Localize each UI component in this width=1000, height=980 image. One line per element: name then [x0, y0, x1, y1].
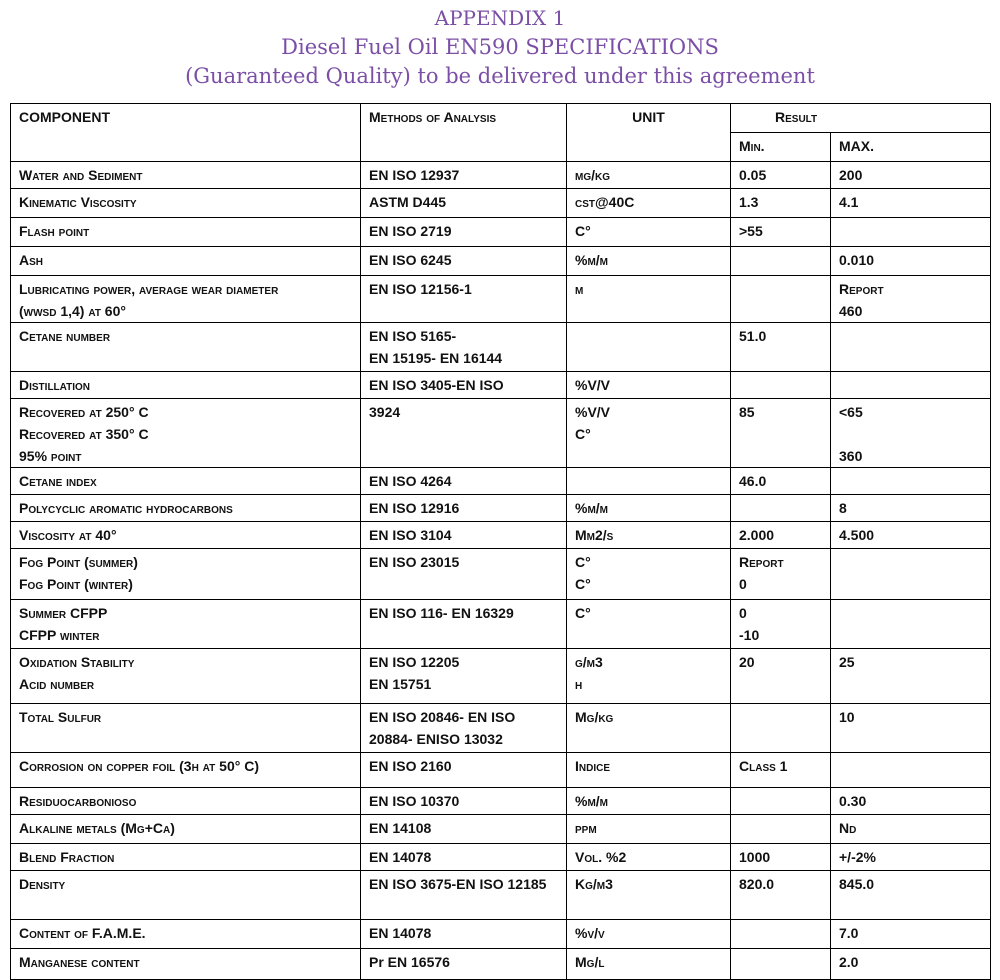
cell-method	[361, 323, 567, 372]
cell-text: EN 14078	[369, 925, 432, 941]
cell-text: Total Sulfur	[19, 709, 102, 725]
cell-text: (wwsd 1,4) at 60°	[19, 303, 126, 319]
table-row	[11, 399, 991, 468]
cell-component	[11, 649, 361, 704]
table-row	[11, 189, 991, 218]
cell-text: EN ISO 5165-	[369, 328, 457, 344]
cell-text	[739, 922, 822, 944]
cell-max	[831, 844, 991, 871]
cell-text	[739, 706, 822, 728]
table-row	[11, 495, 991, 522]
cell-text: 20	[739, 654, 755, 670]
cell-component	[11, 276, 361, 323]
cell-text: %m/m	[575, 252, 608, 268]
cell-text: 0.010	[839, 252, 875, 268]
table-row	[11, 753, 991, 788]
cell-text: Report	[839, 281, 884, 297]
table-row	[11, 323, 991, 372]
cell-text	[739, 817, 822, 839]
cell-text: C°	[575, 426, 591, 442]
cell-min	[731, 218, 831, 247]
cell-text	[575, 470, 722, 492]
cell-max	[831, 815, 991, 844]
cell-unit	[567, 649, 731, 704]
cell-component	[11, 468, 361, 495]
cell-text: EN 14078	[369, 849, 432, 865]
cell-component	[11, 495, 361, 522]
cell-text: Acid number	[19, 676, 95, 692]
cell-text: EN ISO 12937	[369, 167, 460, 183]
cell-text: ASTM D445	[369, 194, 447, 210]
cell-unit	[567, 218, 731, 247]
cell-text	[739, 278, 822, 300]
cell-text: EN ISO 12916	[369, 500, 460, 516]
cell-text	[739, 374, 822, 396]
cell-text: EN ISO 12205	[369, 654, 460, 670]
cell-text: <65	[839, 404, 863, 420]
table-header-row	[11, 104, 991, 133]
cell-min	[731, 495, 831, 522]
cell-text: 845.0	[839, 876, 875, 892]
cell-min	[731, 920, 831, 949]
cell-unit	[567, 495, 731, 522]
cell-text: %V/V	[575, 377, 611, 393]
cell-component	[11, 844, 361, 871]
cell-unit	[567, 704, 731, 753]
table-row	[11, 815, 991, 844]
cell-method	[361, 162, 567, 189]
cell-method	[361, 844, 567, 871]
cell-method	[361, 649, 567, 704]
header-methods: Methods of Analysis	[361, 104, 567, 162]
cell-text	[839, 755, 982, 777]
cell-min	[731, 753, 831, 788]
cell-text	[739, 951, 822, 973]
cell-text: Nd	[839, 820, 857, 836]
cell-method	[361, 247, 567, 276]
table-row	[11, 600, 991, 649]
cell-text: Viscosity at 40°	[19, 527, 117, 543]
cell-component	[11, 788, 361, 815]
cell-method	[361, 753, 567, 788]
cell-max	[831, 788, 991, 815]
cell-unit	[567, 522, 731, 549]
specification-table	[10, 103, 991, 980]
cell-text: Content of F.A.M.E.	[19, 925, 146, 941]
cell-text: EN 15751	[369, 676, 432, 692]
cell-max	[831, 468, 991, 495]
cell-text: 4.1	[839, 194, 859, 210]
cell-text: Polycyclic aromatic hydrocarbons	[19, 500, 233, 516]
cell-text: Alkaline metals (Mg+Ca)	[19, 820, 175, 836]
cell-text: %m/m	[575, 793, 608, 809]
cell-text: Fog Point (summer)	[19, 554, 138, 570]
cell-min	[731, 649, 831, 704]
cell-text: Report	[739, 554, 784, 570]
cell-max	[831, 949, 991, 980]
cell-text	[839, 220, 982, 242]
cell-unit	[567, 788, 731, 815]
cell-text: Vol. %2	[575, 849, 627, 865]
cell-max	[831, 549, 991, 600]
cell-component	[11, 372, 361, 399]
cell-text: +/-2%	[839, 849, 876, 865]
cell-method	[361, 815, 567, 844]
cell-unit	[567, 753, 731, 788]
cell-text: %V/V	[575, 404, 611, 420]
cell-text	[839, 602, 982, 624]
cell-unit	[567, 600, 731, 649]
cell-text: Density	[19, 876, 66, 892]
cell-text: EN 14108	[369, 820, 432, 836]
cell-min	[731, 815, 831, 844]
cell-text: Ash	[19, 252, 44, 268]
cell-text: Oxidation Stability	[19, 654, 135, 670]
cell-text: 25	[839, 654, 855, 670]
cell-unit	[567, 276, 731, 323]
cell-unit	[567, 920, 731, 949]
cell-text: 200	[839, 167, 863, 183]
table-row	[11, 549, 991, 600]
cell-max	[831, 276, 991, 323]
cell-text	[839, 470, 982, 492]
cell-text: Corrosion on copper foil (3h at 50° C)	[19, 758, 259, 774]
cell-text: EN ISO 6245	[369, 252, 452, 268]
table-row	[11, 649, 991, 704]
cell-text	[739, 249, 822, 271]
cell-max	[831, 189, 991, 218]
cell-method	[361, 522, 567, 549]
cell-method	[361, 189, 567, 218]
cell-text: 1.3	[739, 194, 759, 210]
cell-text: EN ISO 3405-EN ISO	[369, 377, 504, 393]
header-unit: UNIT	[567, 104, 731, 162]
cell-text: 8	[839, 500, 847, 516]
cell-min	[731, 949, 831, 980]
cell-min	[731, 189, 831, 218]
cell-max	[831, 323, 991, 372]
cell-text: Water and Sediment	[19, 167, 143, 183]
cell-text: EN ISO 20846- EN ISO	[369, 709, 516, 725]
cell-component	[11, 871, 361, 920]
cell-unit	[567, 162, 731, 189]
cell-text: Cetane index	[19, 473, 97, 489]
cell-text	[839, 423, 982, 445]
cell-text: -10	[739, 627, 760, 643]
table-row	[11, 704, 991, 753]
cell-text: EN ISO 2719	[369, 223, 452, 239]
header-min: Min.	[731, 133, 831, 162]
cell-text: Mm2/s	[575, 527, 614, 543]
cell-component	[11, 522, 361, 549]
cell-text: EN ISO 12156-1	[369, 281, 472, 297]
table-row	[11, 218, 991, 247]
cell-text: EN ISO 4264	[369, 473, 452, 489]
cell-method	[361, 704, 567, 753]
cell-component	[11, 704, 361, 753]
cell-text: 0.30	[839, 793, 867, 809]
header-max: MAX.	[831, 133, 991, 162]
cell-text: EN ISO 10370	[369, 793, 460, 809]
cell-text: %m/m	[575, 500, 608, 516]
cell-method	[361, 920, 567, 949]
cell-component	[11, 920, 361, 949]
cell-text: C°	[575, 554, 591, 570]
cell-text: 3924	[369, 404, 401, 420]
cell-text: 0	[739, 605, 747, 621]
cell-text: 4.500	[839, 527, 875, 543]
cell-text: ppm	[575, 820, 597, 836]
cell-min	[731, 704, 831, 753]
appendix-heading: APPENDIX 1	[434, 6, 566, 30]
cell-text: h	[575, 676, 583, 692]
cell-text	[839, 551, 982, 573]
cell-min	[731, 844, 831, 871]
cell-component	[11, 399, 361, 468]
document-title	[0, 4, 1000, 91]
cell-unit	[567, 549, 731, 600]
table-row	[11, 162, 991, 189]
cell-text: Mg/kg	[575, 709, 614, 725]
cell-text: mg/kg	[575, 167, 610, 183]
cell-component	[11, 753, 361, 788]
cell-unit	[567, 323, 731, 372]
cell-method	[361, 218, 567, 247]
cell-text: Class 1	[739, 758, 788, 774]
cell-component	[11, 247, 361, 276]
cell-method	[361, 949, 567, 980]
cell-text: EN ISO 23015	[369, 554, 460, 570]
spec-heading: Diesel Fuel Oil EN590 SPECIFICATIONS	[281, 35, 719, 59]
cell-text: Cetane number	[19, 328, 111, 344]
cell-text: Fog Point (winter)	[19, 576, 133, 592]
cell-text: 20884- ENISO 13032	[369, 731, 503, 747]
cell-text: CFPP winter	[19, 627, 100, 643]
cell-text	[739, 497, 822, 519]
cell-unit	[567, 871, 731, 920]
cell-text: 1000	[739, 849, 771, 865]
cell-text: g/m3	[575, 654, 603, 670]
cell-unit	[567, 247, 731, 276]
cell-text: 51.0	[739, 328, 767, 344]
cell-text: 360	[839, 448, 863, 464]
cell-component	[11, 549, 361, 600]
cell-min	[731, 788, 831, 815]
cell-method	[361, 276, 567, 323]
cell-min	[731, 247, 831, 276]
cell-text: 2.0	[839, 954, 859, 970]
cell-text: Pr EN 16576	[369, 954, 450, 970]
cell-unit	[567, 399, 731, 468]
cell-text	[839, 325, 982, 347]
cell-max	[831, 495, 991, 522]
cell-text: >55	[739, 223, 763, 239]
cell-max	[831, 522, 991, 549]
cell-text: Indice	[575, 758, 611, 774]
cell-unit	[567, 189, 731, 218]
cell-min	[731, 600, 831, 649]
cell-text: EN ISO 116- EN 16329	[369, 605, 514, 621]
cell-text: Blend Fraction	[19, 849, 115, 865]
cell-text: C°	[575, 223, 591, 239]
cell-min	[731, 162, 831, 189]
cell-component	[11, 218, 361, 247]
cell-max	[831, 704, 991, 753]
table-row	[11, 920, 991, 949]
cell-text: 95% point	[19, 448, 82, 464]
cell-min	[731, 323, 831, 372]
table-row	[11, 522, 991, 549]
table-row	[11, 844, 991, 871]
cell-method	[361, 871, 567, 920]
cell-method	[361, 372, 567, 399]
header-result: Result	[731, 104, 991, 133]
cell-component	[11, 815, 361, 844]
cell-text: EN ISO 2160	[369, 758, 452, 774]
cell-component	[11, 600, 361, 649]
table-row	[11, 468, 991, 495]
cell-text: Mg/l	[575, 954, 605, 970]
cell-text: Lubricating power, average wear diameter	[19, 281, 279, 297]
cell-max	[831, 218, 991, 247]
table-row	[11, 871, 991, 920]
cell-max	[831, 247, 991, 276]
cell-min	[731, 399, 831, 468]
table-row	[11, 372, 991, 399]
cell-min	[731, 372, 831, 399]
cell-text: EN ISO 3675-EN ISO 12185	[369, 876, 547, 892]
table-row	[11, 247, 991, 276]
cell-text: C°	[575, 605, 591, 621]
cell-text: Manganese content	[19, 954, 140, 970]
cell-text: Distillation	[19, 377, 91, 393]
cell-text: Kinematic Viscosity	[19, 194, 137, 210]
cell-text: 0	[739, 576, 747, 592]
cell-method	[361, 600, 567, 649]
cell-method	[361, 549, 567, 600]
cell-unit	[567, 844, 731, 871]
cell-text	[575, 325, 722, 347]
cell-text: 460	[839, 303, 863, 319]
cell-text: 2.000	[739, 527, 775, 543]
cell-text: 7.0	[839, 925, 859, 941]
cell-method	[361, 495, 567, 522]
spec-subheading: (Guaranteed Quality) to be delivered under this agreement	[185, 64, 815, 88]
cell-min	[731, 468, 831, 495]
cell-text	[739, 790, 822, 812]
cell-text: Recovered at 250° C	[19, 404, 149, 420]
cell-max	[831, 753, 991, 788]
cell-min	[731, 871, 831, 920]
cell-min	[731, 276, 831, 323]
cell-max	[831, 920, 991, 949]
cell-text: 0.05	[739, 167, 767, 183]
cell-max	[831, 162, 991, 189]
cell-text: 10	[839, 709, 855, 725]
cell-unit	[567, 372, 731, 399]
cell-unit	[567, 949, 731, 980]
cell-unit	[567, 815, 731, 844]
cell-text: 85	[739, 404, 755, 420]
cell-text: cst@40C	[575, 194, 635, 210]
cell-unit	[567, 468, 731, 495]
cell-max	[831, 871, 991, 920]
cell-text: Summer CFPP	[19, 605, 108, 621]
cell-text: Kg/m3	[575, 876, 613, 892]
cell-component	[11, 189, 361, 218]
cell-text: 46.0	[739, 473, 767, 489]
cell-text: Flash point	[19, 223, 90, 239]
cell-text: EN 15195- EN 16144	[369, 350, 503, 366]
table-row	[11, 276, 991, 323]
cell-max	[831, 399, 991, 468]
cell-text: Residuocarbonioso	[19, 793, 137, 809]
cell-text: EN ISO 3104	[369, 527, 452, 543]
table-row	[11, 788, 991, 815]
cell-text	[839, 374, 982, 396]
cell-text: m	[575, 281, 584, 297]
cell-max	[831, 649, 991, 704]
cell-component	[11, 949, 361, 980]
cell-min	[731, 522, 831, 549]
cell-text: %v/v	[575, 925, 605, 941]
cell-max	[831, 372, 991, 399]
header-component: COMPONENT	[11, 104, 361, 162]
cell-component	[11, 323, 361, 372]
cell-text: Recovered at 350° C	[19, 426, 149, 442]
cell-text: 820.0	[739, 876, 775, 892]
cell-method	[361, 468, 567, 495]
cell-method	[361, 399, 567, 468]
cell-max	[831, 600, 991, 649]
cell-component	[11, 162, 361, 189]
cell-min	[731, 549, 831, 600]
cell-text: C°	[575, 576, 591, 592]
table-row	[11, 949, 991, 980]
cell-method	[361, 788, 567, 815]
